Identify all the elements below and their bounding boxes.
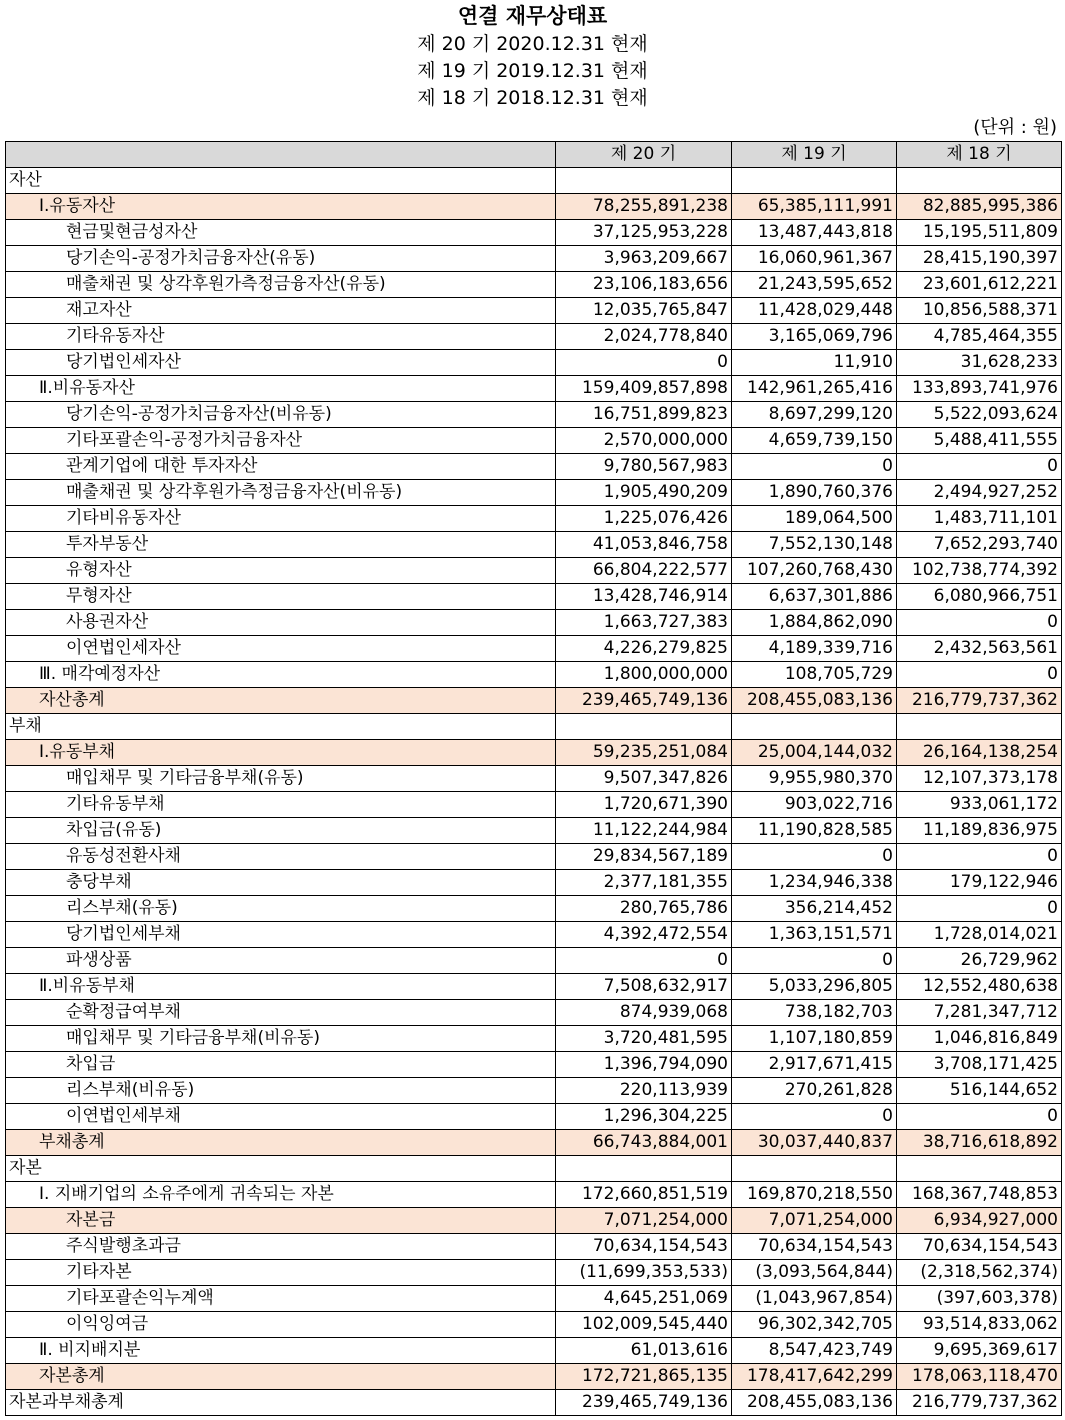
account-label: 부채총계 (6, 1130, 556, 1156)
table-row (6, 948, 1062, 974)
table-row (6, 558, 1062, 584)
amount-cell: 1,363,151,571 (732, 922, 897, 948)
amount-cell: 16,060,961,367 (732, 246, 897, 272)
table-row (6, 818, 1062, 844)
account-label: 리스부채(유동) (6, 896, 556, 922)
amount-cell: 3,720,481,595 (556, 1026, 732, 1052)
amount-cell: 108,705,729 (732, 662, 897, 688)
account-label: 유동성전환사채 (6, 844, 556, 870)
amount-cell: 1,296,304,225 (556, 1104, 732, 1130)
table-row (6, 1208, 1062, 1234)
table-row (6, 220, 1062, 246)
amount-cell: 7,071,254,000 (556, 1208, 732, 1234)
amount-cell (732, 714, 897, 740)
amount-cell: 178,063,118,470 (897, 1364, 1062, 1390)
amount-cell: 220,113,939 (556, 1078, 732, 1104)
column-header: 제 18 기 (897, 142, 1062, 168)
amount-cell: 6,637,301,886 (732, 584, 897, 610)
amount-cell: 38,716,618,892 (897, 1130, 1062, 1156)
account-label: 현금및현금성자산 (6, 220, 556, 246)
amount-cell: 10,856,588,371 (897, 298, 1062, 324)
table-row (6, 740, 1062, 766)
amount-cell: 1,884,862,090 (732, 610, 897, 636)
amount-cell (897, 168, 1062, 194)
table-row (6, 714, 1062, 740)
table-row (6, 1000, 1062, 1026)
amount-cell: 26,729,962 (897, 948, 1062, 974)
account-label: 유형자산 (6, 558, 556, 584)
amount-cell: 172,660,851,519 (556, 1182, 732, 1208)
table-row (6, 1312, 1062, 1338)
amount-cell: 61,013,616 (556, 1338, 732, 1364)
amount-cell: 66,804,222,577 (556, 558, 732, 584)
table-row (6, 246, 1062, 272)
amount-cell: 102,009,545,440 (556, 1312, 732, 1338)
amount-cell: 280,765,786 (556, 896, 732, 922)
account-label: 자본금 (6, 1208, 556, 1234)
amount-cell: 208,455,083,136 (732, 688, 897, 714)
amount-cell: 0 (897, 454, 1062, 480)
amount-cell: 516,144,652 (897, 1078, 1062, 1104)
amount-cell: 65,385,111,991 (732, 194, 897, 220)
amount-cell: 3,708,171,425 (897, 1052, 1062, 1078)
amount-cell: 12,035,765,847 (556, 298, 732, 324)
account-label: 이연법인세자산 (6, 636, 556, 662)
amount-cell: 11,190,828,585 (732, 818, 897, 844)
amount-cell (732, 1156, 897, 1182)
table-row (6, 428, 1062, 454)
account-label: 매입채무 및 기타금융부채(유동) (6, 766, 556, 792)
account-label: 리스부채(비유동) (6, 1078, 556, 1104)
amount-cell: 0 (732, 1104, 897, 1130)
amount-cell (556, 1156, 732, 1182)
amount-cell: 11,122,244,984 (556, 818, 732, 844)
amount-cell: 6,934,927,000 (897, 1208, 1062, 1234)
amount-cell: 29,834,567,189 (556, 844, 732, 870)
account-label: 매출채권 및 상각후원가측정금융자산(비유동) (6, 480, 556, 506)
amount-cell: 7,552,130,148 (732, 532, 897, 558)
amount-cell: 66,743,884,001 (556, 1130, 732, 1156)
account-label: Ⅱ.비유동부채 (6, 974, 556, 1000)
account-label: 이익잉여금 (6, 1312, 556, 1338)
amount-cell: 189,064,500 (732, 506, 897, 532)
balance-sheet-table (5, 141, 1062, 1416)
amount-cell: 2,494,927,252 (897, 480, 1062, 506)
account-label: Ⅰ. 지배기업의 소유주에게 귀속되는 자본 (6, 1182, 556, 1208)
amount-cell: 239,465,749,136 (556, 688, 732, 714)
amount-cell: 1,728,014,021 (897, 922, 1062, 948)
amount-cell: 8,697,299,120 (732, 402, 897, 428)
amount-cell: 5,488,411,555 (897, 428, 1062, 454)
table-row (6, 1260, 1062, 1286)
account-label: 자본과부채총계 (6, 1390, 556, 1416)
table-row (6, 1130, 1062, 1156)
amount-cell: 4,189,339,716 (732, 636, 897, 662)
amount-cell: 2,024,778,840 (556, 324, 732, 350)
amount-cell: 1,234,946,338 (732, 870, 897, 896)
amount-cell: 3,963,209,667 (556, 246, 732, 272)
period-line: 제 18 기 2018.12.31 현재 (417, 87, 648, 109)
amount-cell: 2,917,671,415 (732, 1052, 897, 1078)
amount-cell: 172,721,865,135 (556, 1364, 732, 1390)
amount-cell: 70,634,154,543 (556, 1234, 732, 1260)
account-label: 주식발행초과금 (6, 1234, 556, 1260)
account-label: 자본총계 (6, 1364, 556, 1390)
amount-cell: (2,318,562,374) (897, 1260, 1062, 1286)
amount-cell: 178,417,642,299 (732, 1364, 897, 1390)
table-row (6, 1286, 1062, 1312)
table-row (6, 896, 1062, 922)
amount-cell: 4,226,279,825 (556, 636, 732, 662)
amount-cell: 179,122,946 (897, 870, 1062, 896)
amount-cell: 16,751,899,823 (556, 402, 732, 428)
amount-cell: 11,428,029,448 (732, 298, 897, 324)
amount-cell: 96,302,342,705 (732, 1312, 897, 1338)
table-row (6, 688, 1062, 714)
amount-cell: 208,455,083,136 (732, 1390, 897, 1416)
account-label: 차입금(유동) (6, 818, 556, 844)
account-label: 무형자산 (6, 584, 556, 610)
amount-cell: 78,255,891,238 (556, 194, 732, 220)
amount-cell: 37,125,953,228 (556, 220, 732, 246)
table-row (6, 1234, 1062, 1260)
table-row (6, 636, 1062, 662)
amount-cell: 28,415,190,397 (897, 246, 1062, 272)
amount-cell: 11,189,836,975 (897, 818, 1062, 844)
amount-cell: 0 (897, 1104, 1062, 1130)
amount-cell: 1,800,000,000 (556, 662, 732, 688)
amount-cell: 13,487,443,818 (732, 220, 897, 246)
amount-cell: 0 (897, 610, 1062, 636)
amount-cell: 2,377,181,355 (556, 870, 732, 896)
amount-cell: 0 (556, 948, 732, 974)
amount-cell: 356,214,452 (732, 896, 897, 922)
amount-cell: 2,570,000,000 (556, 428, 732, 454)
amount-cell: 1,890,760,376 (732, 480, 897, 506)
table-row (6, 870, 1062, 896)
account-label: Ⅰ.유동자산 (6, 194, 556, 220)
table-row (6, 610, 1062, 636)
amount-cell: 1,905,490,209 (556, 480, 732, 506)
table-row (6, 584, 1062, 610)
amount-cell: 7,071,254,000 (732, 1208, 897, 1234)
amount-cell: 0 (897, 844, 1062, 870)
amount-cell: 82,885,995,386 (897, 194, 1062, 220)
account-label: 기타포괄손익-공정가치금융자산 (6, 428, 556, 454)
amount-cell (897, 1156, 1062, 1182)
amount-cell: 1,720,671,390 (556, 792, 732, 818)
table-row (6, 194, 1062, 220)
amount-cell: 0 (732, 948, 897, 974)
table-row (6, 844, 1062, 870)
account-label: 자산 (6, 168, 556, 194)
amount-cell: 1,225,076,426 (556, 506, 732, 532)
table-row (6, 974, 1062, 1000)
unit-label: (단위 : 원) (973, 117, 1057, 138)
account-label: 매출채권 및 상각후원가측정금융자산(유동) (6, 272, 556, 298)
table-row (6, 1156, 1062, 1182)
amount-cell: 9,780,567,983 (556, 454, 732, 480)
period-line: 제 20 기 2020.12.31 현재 (417, 33, 648, 55)
amount-cell: 25,004,144,032 (732, 740, 897, 766)
period-line: 제 19 기 2019.12.31 현재 (417, 60, 648, 82)
column-header: 제 20 기 (556, 142, 732, 168)
amount-cell: 7,508,632,917 (556, 974, 732, 1000)
amount-cell: 159,409,857,898 (556, 376, 732, 402)
account-label: 당기손익-공정가치금융자산(유동) (6, 246, 556, 272)
amount-cell: 216,779,737,362 (897, 688, 1062, 714)
column-header: 제 19 기 (732, 142, 897, 168)
amount-cell: 107,260,768,430 (732, 558, 897, 584)
amount-cell: 23,601,612,221 (897, 272, 1062, 298)
amount-cell: 5,522,093,624 (897, 402, 1062, 428)
amount-cell: 31,628,233 (897, 350, 1062, 376)
account-label: 기타비유동자산 (6, 506, 556, 532)
amount-cell: 0 (897, 896, 1062, 922)
account-label: 자본 (6, 1156, 556, 1182)
account-label: 순확정급여부채 (6, 1000, 556, 1026)
column-header-row (6, 142, 1062, 168)
amount-cell: 1,046,816,849 (897, 1026, 1062, 1052)
amount-cell: 0 (897, 662, 1062, 688)
table-row (6, 1052, 1062, 1078)
amount-cell: 70,634,154,543 (897, 1234, 1062, 1260)
table-row (6, 272, 1062, 298)
table-row (6, 402, 1062, 428)
amount-cell: 30,037,440,837 (732, 1130, 897, 1156)
account-label: 부채 (6, 714, 556, 740)
account-label: Ⅱ. 비지배지분 (6, 1338, 556, 1364)
amount-cell: (1,043,967,854) (732, 1286, 897, 1312)
account-label: 투자부동산 (6, 532, 556, 558)
amount-cell: 903,022,716 (732, 792, 897, 818)
account-label: 사용권자산 (6, 610, 556, 636)
table-row (6, 532, 1062, 558)
account-label: 기타유동자산 (6, 324, 556, 350)
amount-cell: 3,165,069,796 (732, 324, 897, 350)
table-row (6, 298, 1062, 324)
amount-cell: 21,243,595,652 (732, 272, 897, 298)
column-header (6, 142, 556, 168)
account-label: Ⅲ. 매각예정자산 (6, 662, 556, 688)
amount-cell: 2,432,563,561 (897, 636, 1062, 662)
amount-cell: 26,164,138,254 (897, 740, 1062, 766)
account-label: 당기법인세자산 (6, 350, 556, 376)
amount-cell: 933,061,172 (897, 792, 1062, 818)
account-label: 당기손익-공정가치금융자산(비유동) (6, 402, 556, 428)
account-label: 매입채무 및 기타금융부채(비유동) (6, 1026, 556, 1052)
amount-cell: 23,106,183,656 (556, 272, 732, 298)
amount-cell: 70,634,154,543 (732, 1234, 897, 1260)
amount-cell: (397,603,378) (897, 1286, 1062, 1312)
amount-cell: 9,507,347,826 (556, 766, 732, 792)
account-label: 차입금 (6, 1052, 556, 1078)
amount-cell: 0 (556, 350, 732, 376)
amount-cell: 6,080,966,751 (897, 584, 1062, 610)
table-row (6, 1364, 1062, 1390)
amount-cell: 142,961,265,416 (732, 376, 897, 402)
amount-cell: 13,428,746,914 (556, 584, 732, 610)
table-row (6, 1026, 1062, 1052)
account-label: 이연법인세부채 (6, 1104, 556, 1130)
amount-cell (732, 168, 897, 194)
statement-title: 연결 재무상태표 (457, 4, 608, 28)
table-row (6, 1390, 1062, 1416)
table-row (6, 1338, 1062, 1364)
account-label: 기타유동부채 (6, 792, 556, 818)
amount-cell: 0 (732, 844, 897, 870)
account-label: 자산총계 (6, 688, 556, 714)
amount-cell: 239,465,749,136 (556, 1390, 732, 1416)
amount-cell: 41,053,846,758 (556, 532, 732, 558)
table-row (6, 766, 1062, 792)
account-label: 충당부채 (6, 870, 556, 896)
amount-cell (556, 168, 732, 194)
account-label: 기타포괄손익누계액 (6, 1286, 556, 1312)
amount-cell: 93,514,833,062 (897, 1312, 1062, 1338)
amount-cell: 59,235,251,084 (556, 740, 732, 766)
amount-cell: 169,870,218,550 (732, 1182, 897, 1208)
amount-cell: 270,261,828 (732, 1078, 897, 1104)
amount-cell: 133,893,741,976 (897, 376, 1062, 402)
table-row (6, 1078, 1062, 1104)
table-row (6, 454, 1062, 480)
table-row (6, 350, 1062, 376)
account-label: 파생상품 (6, 948, 556, 974)
amount-cell: 11,910 (732, 350, 897, 376)
table-row (6, 376, 1062, 402)
amount-cell: 15,195,511,809 (897, 220, 1062, 246)
amount-cell (556, 714, 732, 740)
table-row (6, 792, 1062, 818)
table-row (6, 1104, 1062, 1130)
amount-cell: 9,695,369,617 (897, 1338, 1062, 1364)
amount-cell: 7,652,293,740 (897, 532, 1062, 558)
amount-cell: 216,779,737,362 (897, 1390, 1062, 1416)
amount-cell: 8,547,423,749 (732, 1338, 897, 1364)
table-row (6, 922, 1062, 948)
amount-cell: 9,955,980,370 (732, 766, 897, 792)
amount-cell: 1,396,794,090 (556, 1052, 732, 1078)
amount-cell: 1,663,727,383 (556, 610, 732, 636)
amount-cell: 102,738,774,392 (897, 558, 1062, 584)
amount-cell: 1,107,180,859 (732, 1026, 897, 1052)
amount-cell: 168,367,748,853 (897, 1182, 1062, 1208)
amount-cell: 4,659,739,150 (732, 428, 897, 454)
account-label: Ⅰ.유동부채 (6, 740, 556, 766)
table-row (6, 1182, 1062, 1208)
table-row (6, 324, 1062, 350)
account-label: 당기법인세부채 (6, 922, 556, 948)
amount-cell: 12,107,373,178 (897, 766, 1062, 792)
account-label: Ⅱ.비유동자산 (6, 376, 556, 402)
account-label: 관계기업에 대한 투자자산 (6, 454, 556, 480)
amount-cell: 7,281,347,712 (897, 1000, 1062, 1026)
amount-cell: 874,939,068 (556, 1000, 732, 1026)
amount-cell: 0 (732, 454, 897, 480)
amount-cell: 5,033,296,805 (732, 974, 897, 1000)
table-row (6, 168, 1062, 194)
table-row (6, 662, 1062, 688)
amount-cell: 4,392,472,554 (556, 922, 732, 948)
amount-cell: 4,645,251,069 (556, 1286, 732, 1312)
amount-cell: 1,483,711,101 (897, 506, 1062, 532)
amount-cell: 12,552,480,638 (897, 974, 1062, 1000)
amount-cell: 4,785,464,355 (897, 324, 1062, 350)
amount-cell: 738,182,703 (732, 1000, 897, 1026)
amount-cell (897, 714, 1062, 740)
account-label: 기타자본 (6, 1260, 556, 1286)
account-label: 재고자산 (6, 298, 556, 324)
table-row (6, 506, 1062, 532)
amount-cell: (11,699,353,533) (556, 1260, 732, 1286)
table-row (6, 480, 1062, 506)
amount-cell: (3,093,564,844) (732, 1260, 897, 1286)
